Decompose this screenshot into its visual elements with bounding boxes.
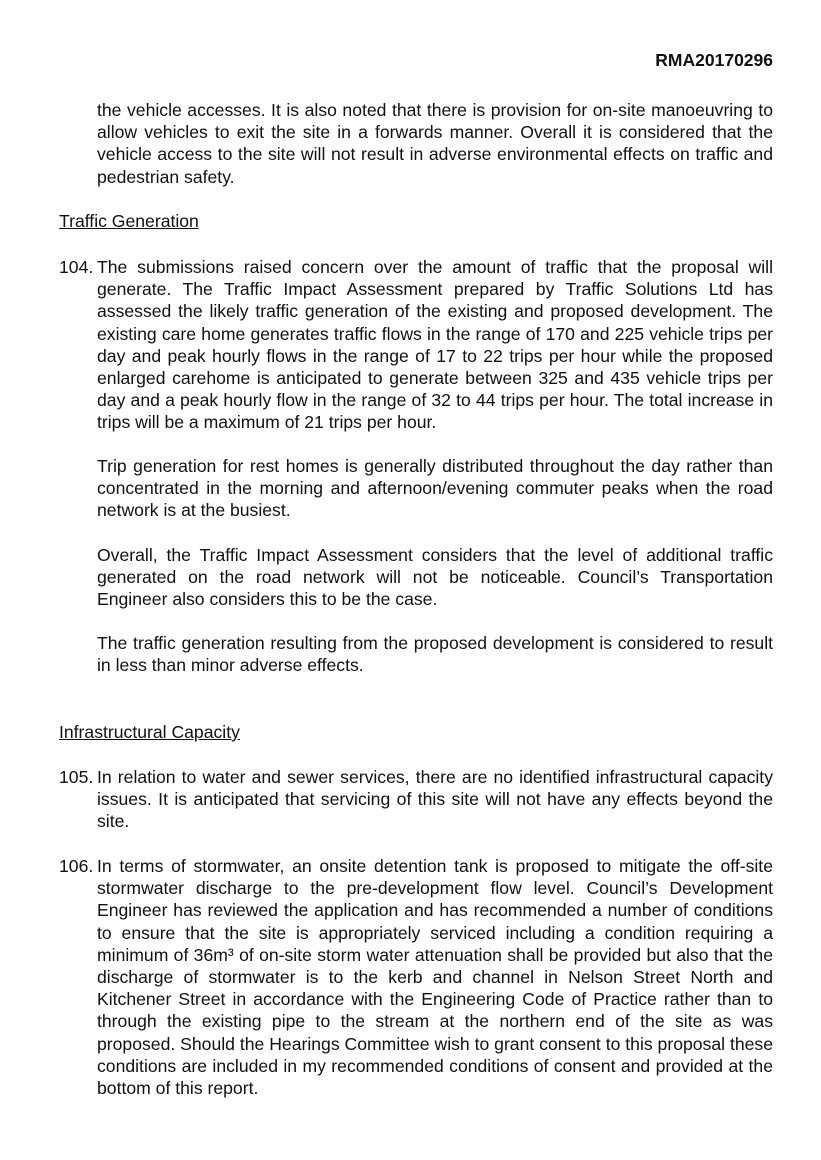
paragraph-104: The submissions raised concern over the amount of traffic that the proposal will generate. The Traffic Impact Assessment prepared by Traffic Solutions Ltd has assessed the likely traffic generation of the existing and proposed development. The existing care home generates traffic flows in the range of 170 and 225 vehicle trips per day and peak hourly flows in the range of 17 to 22 trips per hour while the proposed enlarged carehome is anticipated to generate between 325 and 435 vehicle trips per day and a peak hourly flow in the range of 32 to 44 trips per hour. The total increase in trips will be a maximum of 21 trips per hour. <box>97 257 773 433</box>
paragraph-number-106: 106. <box>59 856 94 876</box>
paragraph-104-conclusion: The traffic generation resulting from the proposed development is considered to result in less than minor adverse effects. <box>97 633 773 676</box>
paragraph-104-overall: Overall, the Traffic Impact Assessment considers that the level of additional traffic generated on the road network will not be noticeable. Council’s Transportation Engineer also considers this to be the case. <box>97 545 773 610</box>
paragraph-continuation: the vehicle accesses. It is also noted that there is provision for on-site manoeuvring to allow vehicles to exit the site in a forwards manner. Overall it is considered that the vehicle access to the site will not result in adverse environmental effects on traffic and pedestrian safety. <box>97 100 773 187</box>
paragraph-number-104: 104. <box>59 257 94 277</box>
section-heading-infrastructural-capacity: Infrastructural Capacity <box>59 722 240 742</box>
paragraph-106: In terms of stormwater, an onsite detention tank is proposed to mitigate the off-site stormwater discharge to the pre-development flow level. Council’s Development Engineer has reviewed the application and has recommended a number of conditions to ensure that the site is appropriately serviced including a condition requiring a minimum of 36m³ of on-site storm water attenuation shall be provided but also that the discharge of stormwater is to the kerb and channel in Nelson Street North and Kitchener Street in accordance with the Engineering Code of Practice rather than to through the existing pipe to the stream at the northern end of the site as was proposed. Should the Hearings Committee wish to grant consent to this proposal these conditions are included in my recommended conditions of consent and provided at the bottom of this report. <box>97 856 773 1099</box>
section-heading-traffic-generation: Traffic Generation <box>59 211 199 231</box>
paragraph-104-trip-generation: Trip generation for rest homes is generally distributed throughout the day rather than concentrated in the morning and afternoon/evening commuter peaks when the road network is at the busiest. <box>97 456 773 521</box>
paragraph-number-105: 105. <box>59 767 94 787</box>
document-reference: RMA20170296 <box>655 50 773 70</box>
paragraph-105: In relation to water and sewer services, there are no identified infrastructural capacity issues. It is anticipated that servicing of this site will not have any effects beyond the site. <box>97 767 773 832</box>
